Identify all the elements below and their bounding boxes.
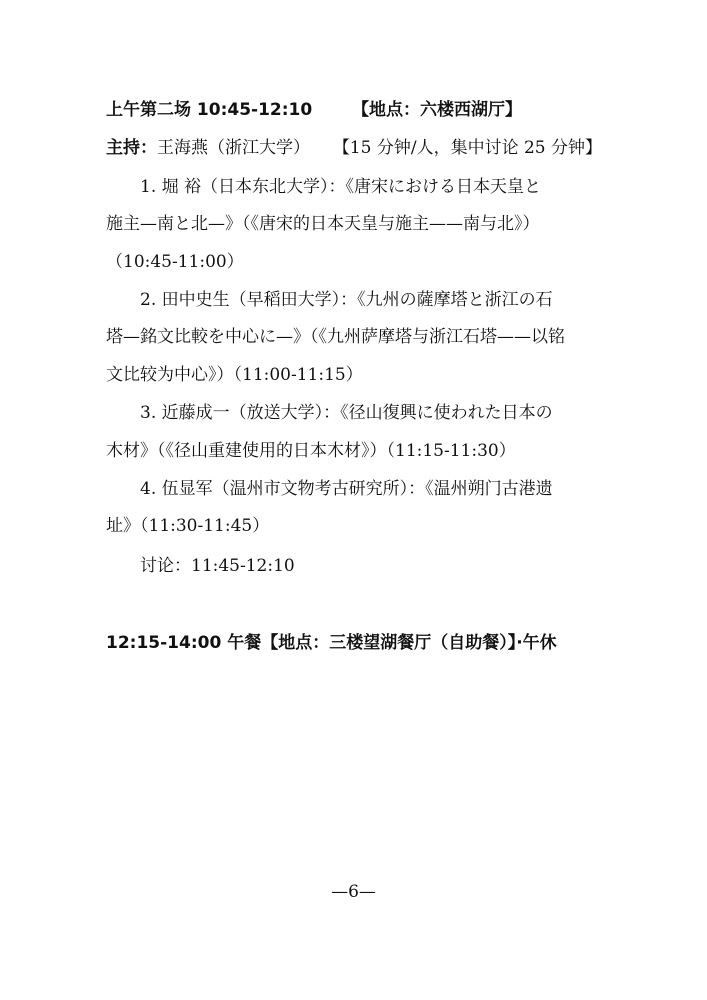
talk-1-line-3: （10:45-11:00） (106, 252, 244, 272)
session-location: 【地点：六楼西湖厅】 (352, 100, 523, 120)
talk-1-line-1: 1. 堀 裕（日本东北大学）：《唐宋における日本天皇と (140, 177, 542, 197)
talk-4-line-2: 址》（11:30-11:45） (106, 516, 270, 536)
session-heading (106, 98, 666, 122)
host-line (106, 136, 686, 160)
session-rule: 【15 分钟/人，集中讨论 25 分钟】 (332, 138, 603, 158)
discussion-line: 讨论：11:45-12:10 (140, 556, 295, 576)
talk-1-line-2: 施主—南と北—》（《唐宋的日本天皇与施主——南与北》） (106, 214, 540, 234)
page-number: —6— (331, 882, 376, 902)
host-label: 主持： (106, 138, 157, 158)
lunch-line: 12:15-14:00 午餐【地点：三楼望湖餐厅（自助餐）】·午休 (106, 633, 557, 653)
talk-2-line-1: 2. 田中史生（早稻田大学）：《九州の薩摩塔と浙江の石 (140, 290, 553, 310)
talk-3-line-1: 3. 近藤成一（放送大学）：《径山復興に使われた日本の (140, 403, 553, 423)
talk-2-line-3: 文比较为中心》）（11:00-11:15） (106, 365, 363, 385)
talk-4-line-1: 4. 伍显军（温州市文物考古研究所）：《温州朔门古港遗 (140, 479, 553, 499)
session-title: 上午第二场 10:45-12:10 (106, 100, 313, 120)
host-value: 王海燕（浙江大学） (157, 138, 310, 158)
talk-3-line-2: 木材》（《径山重建使用的日本木材》）（11:15-11:30） (106, 441, 516, 461)
talk-2-line-2: 塔—銘文比較を中心に—》（《九州萨摩塔与浙江石塔——以铭 (106, 327, 565, 347)
